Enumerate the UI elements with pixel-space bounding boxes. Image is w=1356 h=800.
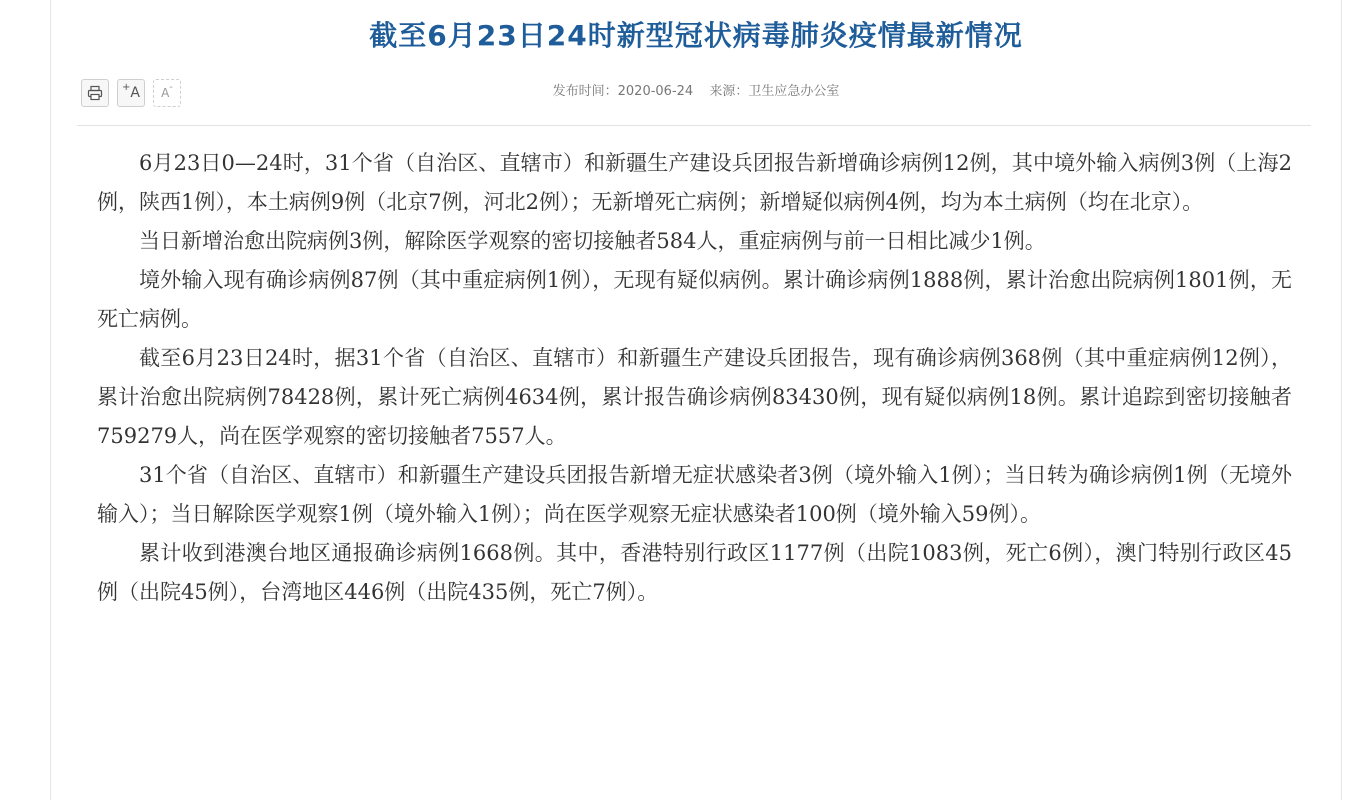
article-paragraph: 6月23日0—24时，31个省（自治区、直辖市）和新疆生产建设兵团报告新增确诊病例12例，其中境外输入病例3例（上海2例，陕西1例），本土病例9例（北京7例，河北2例）；无新增死亡病例；新增疑似病例4例，均为本土病例（均在北京）。	[97, 151, 1292, 214]
article-paragraph: 截至6月23日24时，据31个省（自治区、直辖市）和新疆生产建设兵团报告，现有确诊病例368例（其中重症病例12例），累计治愈出院病例78428例，累计死亡病例4634例，累计报告确诊病例83430例，现有疑似病例18例。累计追踪到密切接触者759279人，尚在医学观察的密切接触者7557人。	[97, 346, 1292, 448]
source-name: 卫生应急办公室	[748, 84, 840, 99]
source-info	[709, 84, 839, 99]
article-paragraph: 累计收到港澳台地区通报确诊病例1668例。其中，香港特别行政区1177例（出院1083例，死亡6例），澳门特别行政区45例（出院45例），台湾地区446例（出院435例，死亡7例）。	[97, 541, 1292, 604]
article-meta	[51, 80, 1341, 99]
publish-date: 2020-06-24	[617, 84, 694, 99]
article-paragraph: 境外输入现有确诊病例87例（其中重症病例1例），无现有疑似病例。累计确诊病例1888例，累计治愈出院病例1801例，无死亡病例。	[97, 268, 1292, 331]
article-body	[97, 144, 1292, 612]
font-increase-plus: +	[122, 82, 131, 93]
publish-label: 发布时间：	[552, 84, 618, 99]
article-paragraph: 31个省（自治区、直辖市）和新疆生产建设兵团报告新增无症状感染者3例（境外输入1例）；当日转为确诊病例1例（无境外输入）；当日解除医学观察1例（境外输入1例）；尚在医学观察无症状感染者100例（境外输入59例）。	[97, 463, 1292, 526]
article-title: 截至6月23日24时新型冠状病毒肺炎疫情最新情况	[369, 19, 1023, 52]
source-label: 来源：	[709, 84, 749, 99]
article-paragraph: 当日新增治愈出院病例3例，解除医学观察的密切接触者584人，重症病例与前一日相比减少1例。	[139, 229, 1046, 253]
article-page	[50, 0, 1342, 800]
publish-info	[553, 84, 694, 99]
font-increase-label: A	[130, 85, 140, 101]
font-decrease-label: A	[161, 86, 170, 100]
header-divider	[77, 125, 1311, 126]
font-decrease-minus: -	[169, 82, 173, 93]
